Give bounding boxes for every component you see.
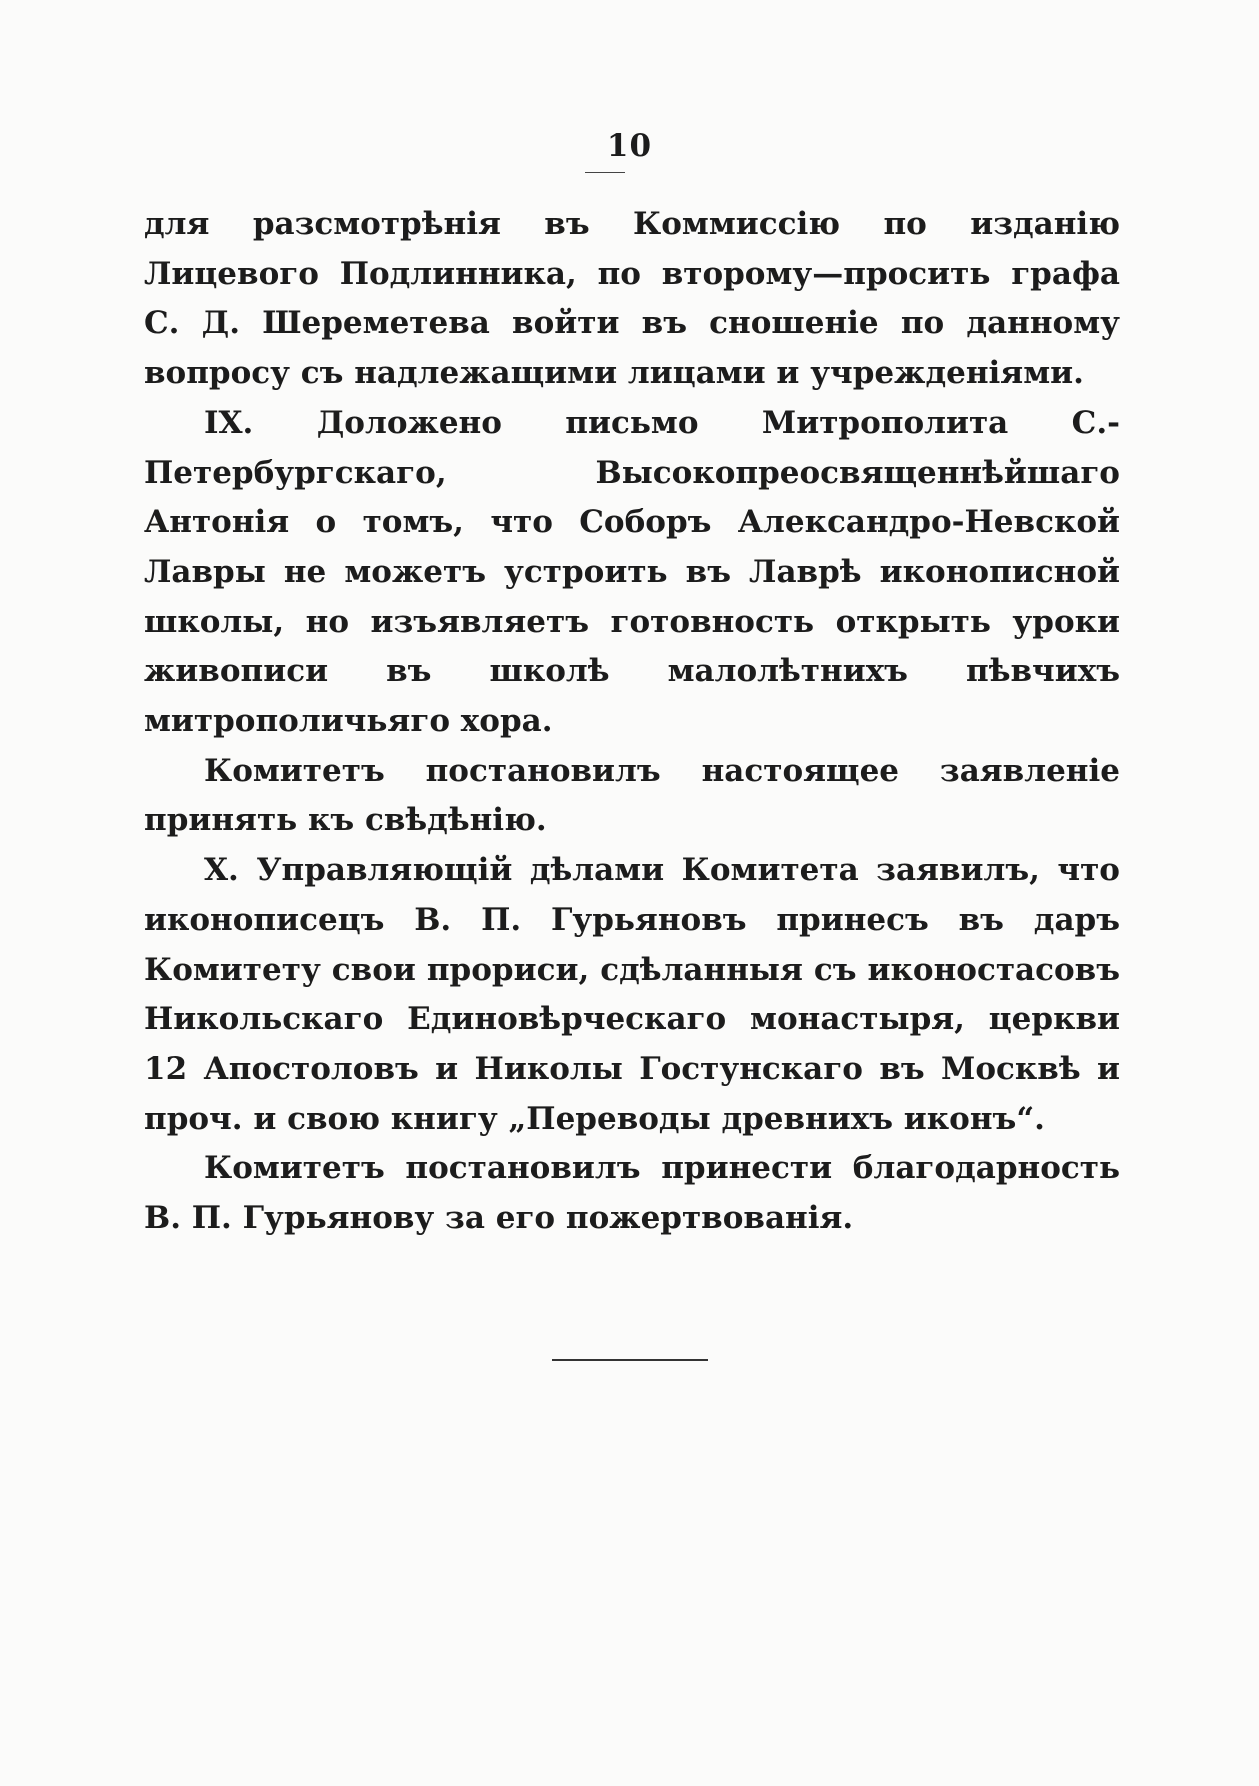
paragraph-item-x: X. Управляющій дѣлами Комитета заявилъ, что иконописецъ В. П. Гурьяновъ принесъ въ даръ Комитету свои прориси, сдѣланныя съ иконостасовъ Никольскаго Единовѣрческаго монастыря, церкви 12 Апостоловъ и Николы Гостунскаго въ Москвѣ и проч. и свою книгу „Переводы древнихъ иконъ“. xyxy=(144,852,1120,1137)
page-number: 10 xyxy=(606,128,653,164)
paragraph-item-ix: IX. Доложено письмо Митрополита С.-Петербургскаго, Высокопреосвященнѣйшаго Антонія о томъ, что Соборъ Александро-Невской Лавры не можетъ устроить въ Лаврѣ иконописной школы, но изъявляетъ готовность открыть уроки живописи въ школѣ малолѣтнихъ пѣвчихъ митрополичьяго хора. xyxy=(144,404,1120,740)
page-number-underline xyxy=(585,172,625,173)
paragraph-continuation: для разсмотрѣнія въ Коммиссію по изданію Лицевого Подлинника, по второму—просить графа С. Д. Шереметева войти въ сношеніе по данному вопросу съ надлежащими лицами и учрежденіями. xyxy=(144,206,1120,392)
paragraph-resolution-x: Комитетъ постановилъ принести благодарность В. П. Гурьянову за его пожертвованія. xyxy=(144,1150,1120,1237)
end-divider xyxy=(552,1359,708,1361)
body-text xyxy=(144,200,1120,1244)
paragraph-resolution-ix: Комитетъ постановилъ настоящее заявленіе принять къ свѣдѣнію. xyxy=(144,752,1120,839)
